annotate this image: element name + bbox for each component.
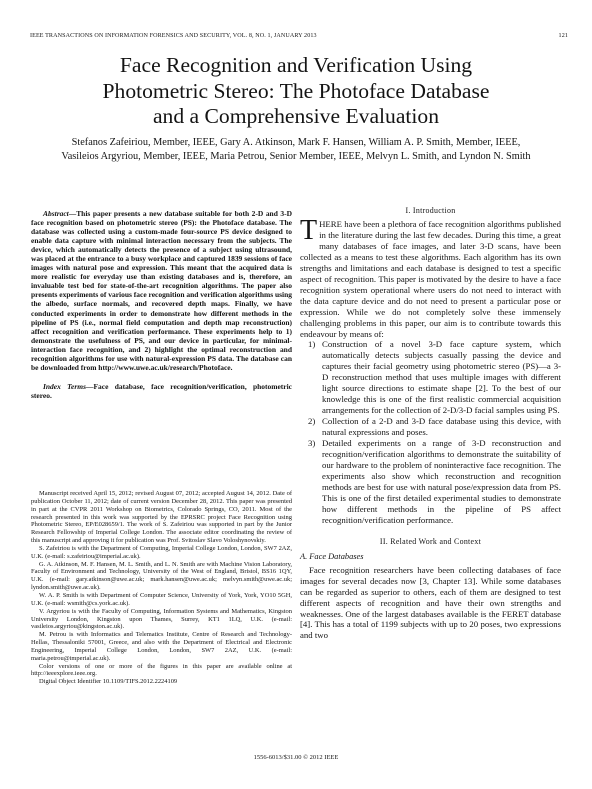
- footnotes: [31, 490, 292, 686]
- footnote: S. Zafeiriou is with the Department of Computing, Imperial College London, London, SW7 2AZ, U.K. (e-mail: s.zafeiriou@imperial.ac.uk).: [31, 544, 292, 560]
- footnote: Manuscript received April 15, 2012; revised August 07, 2012; accepted August 14, 2012. Date of publication October 11, 2012; date of current version December 28, 2012. This paper was presented in part at the CVPR 2011 Workshop on Biometrics, Colorado Springs, CO, 2011. Most of the research presented in this work was supported by the EPRSRC project Face Recognition using Photometric Stereo, EP/E028659/1. The work of S. Zafeiriou was supported in part by the Junior Research Fellowship of Imperial College London. The associate editor coordinating the review of this manuscript and approving it for publication was Prof. Svitoslav Slavo Voloshynovskiy.: [31, 490, 292, 545]
- list-item: 1) Construction of a novel 3-D face capture system, which automatically detects subjects casually passing the device and captures their facial geometry using photometric stereo (PS)—a 3-D reconstruction method that uses multiple images with different light source directions to estimate shape [2]. To the best of our knowledge this is one of the first realistic commercial acquisition arrangements for the collection of 2-D/3-D facial samples using PS.: [308, 339, 561, 416]
- intro-paragraph: [300, 215, 561, 339]
- footnote: Digital Object Identifier 10.1109/TIFS.2012.2224109: [39, 678, 178, 686]
- section-heading-related-work: II. Related Work and Context: [379, 536, 482, 546]
- list-item: 2) Collection of a 2-D and 3-D face database using this device, with natural expressions and poses.: [308, 416, 561, 438]
- index-terms-text: —Face database, face recognition/verification, photometric stereo.: [31, 381, 292, 400]
- abstract: [31, 209, 292, 372]
- related-paragraph: Face recognition researchers have been collecting databases of face images for several decades now [3, Chapter 13]. While some databases can be regarded as superior to others, each of them are designed to test different aspects of recognition and have their own strengths and weaknesses. One of the largest databases available is the FERET database [4]. This has a total of 1199 subjects with up to 20 poses, two expressions and two: [300, 564, 561, 641]
- left-column: [31, 199, 292, 400]
- right-column: [300, 199, 561, 641]
- journal-header: IEEE TRANSACTIONS ON INFORMATION FORENSICS AND SECURITY, VOL. 8, NO. 1, JANUARY 2013: [30, 33, 317, 39]
- footnote: G. A. Atkinson, M. F. Hansen, M. L. Smith, and L. N. Smith are with Machine Vision Laboratory, Faculty of Environment and Technology, University of the West of England, Bristol, BS16 1QY, U.K. (e-mail: gary.atkinson@uwe.ac.uk; mark.hansen@uwe.ac.uk; melvyn.smith@uwe.ac.uk; lyndon.smith@uwe.ac.uk).: [31, 560, 292, 592]
- footnote: V. Argyriou is with the Faculty of Computing, Information Systems and Mathematics, Kingston University London, Kingston upon Thames, Surrey, KT1 1LQ, U.K. (e-mail: vasileios.argyriou@kingston.ac.uk).: [31, 607, 292, 631]
- subsection-heading-face-databases: A. Face Databases: [300, 551, 364, 561]
- index-terms-label: Index Terms: [43, 381, 86, 391]
- footnote: M. Petrou is with Informatics and Telematics Institute, Centre of Research and Technology-Hellas, Thessaloniki 57001, Greece, and also with the Department of Electrical and Electronic Engineering, Imperial College London, London, SW7 2AZ, U.K. (e-mail: maria.petrou@imperial.ac.uk).: [31, 631, 292, 662]
- paper-title: [40, 53, 552, 130]
- section-heading-introduction: I. Introduction: [405, 206, 456, 215]
- contributions-list: [300, 339, 561, 525]
- author-list: [12, 136, 580, 163]
- author-line: Stefanos Zafeiriou, Member, IEEE, Gary A. Atkinson, Mark F. Hansen, William A. P. Smith, Member, IEEE,: [71, 137, 521, 148]
- intro-text: HERE have been a plethora of face recognition algorithms published in the literature during the last few decades. During this time, a great many databases of face images, and later 3-D scans, have been collected as a means to test these algorithms. Each algorithm has its own strengths and limitations and each database is designed to test a specific aspect of recognition. This paper is motivated by the desire to have a face recognition system operational where users do not need to interact with the data capture device and do not need to present a particular pose or expression. While we do not completely solve these immensely challenging problems in this paper, our aim is to contribute towards this endeavour by means of:: [300, 219, 561, 339]
- abstract-text: —This paper presents a new database suitable for both 2-D and 3-D face recognition based on photometric stereo (PS): the Photoface database. The database was collected using a custom-made four-source PS device designed to enable data capture with minimal interaction necessary from the subjects. The device, which automatically detects the presence of a subject using ultrasound, was placed at the entrance to a busy workplace and captured 1839 sessions of face images with natural pose and expression. This meant that the acquired data is more realistic for everyday use than existing databases and is, therefore, an invaluable test bed for state-of-the-art recognition algorithms. The paper also presents experiments of various face recognition and verification algorithms using the albedo, surface normals, and recovered depth maps. Finally, we have conducted experiments in order to demonstrate how different methods in the pipeline of PS (i.e., normal field computation and depth map reconstruction) affect recognition and verification performance. These experiments help to 1) demonstrate the usefulness of PS, and our device in particular, for minimal-interaction face recognition, and 2) highlight the optimal reconstruction and recognition algorithms for use with natural-expression PS data. The database can be downloaded from http://www.uwe.ac.uk/research/Photoface.: [31, 209, 292, 372]
- drop-cap: T: [300, 215, 318, 246]
- footnote: W. A. P. Smith is with Department of Computer Science, University of York, York, YO10 5GH, U.K. (e-mail: wsmith@cs.york.ac.uk).: [31, 591, 292, 607]
- footnote: Color versions of one or more of the figures in this paper are available online at http://ieeexplore.ieee.org.: [31, 662, 292, 678]
- list-item: 3) Detailed experiments on a range of 3-D reconstruction and recognition/verification algorithms to demonstrate the suitability of our hardware to the problem of noninteractive face recognition. The experiments also show which reconstruction and recognition methods are best for use with natural pose/expression data from PS. This is one of the first detailed experimental studies to demonstrate how different methods in the pipeline of PS affect recognition/verification performance.: [308, 438, 561, 525]
- index-terms: [31, 382, 292, 400]
- copyright-footer: 1556-6013/$31.00 © 2012 IEEE: [253, 754, 339, 761]
- page-number: 121: [558, 33, 568, 39]
- abstract-label: Abstract: [43, 209, 69, 218]
- author-line: Vasileios Argyriou, Member, IEEE, Maria Petrou, Senior Member, IEEE, Melvyn L. Smith, and Lyndon N. Smith: [61, 150, 531, 162]
- title-line: Photometric Stereo: The Photoface Database: [102, 78, 490, 103]
- title-line: and a Comprehensive Evaluation: [152, 104, 440, 128]
- title-line: Face Recognition and Verification Using: [119, 53, 473, 77]
- running-header: [30, 33, 568, 45]
